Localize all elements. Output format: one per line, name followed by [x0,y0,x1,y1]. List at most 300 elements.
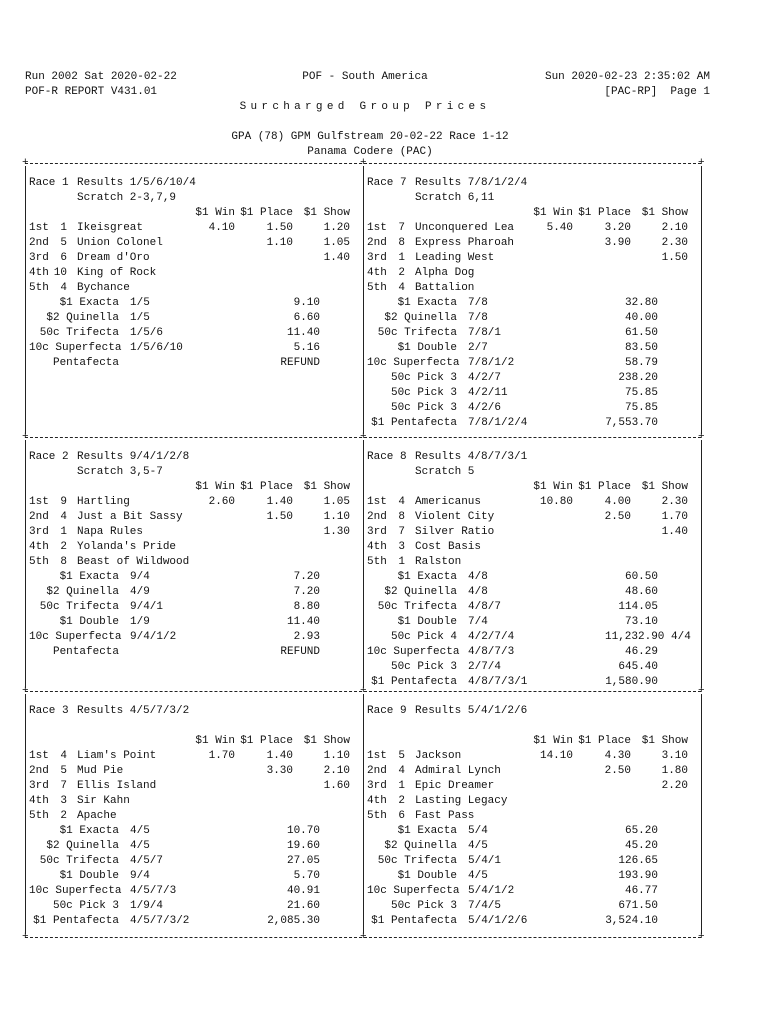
finish-position: 4th [29,541,49,553]
place-price: 1.40 [266,496,293,508]
wager-type: 50c Trifecta [377,855,457,867]
show-header: $1 Show [641,735,688,747]
wager-combination: 7/8/1/2 [468,357,515,369]
wager-payout: 2,085.30 [267,915,320,927]
wager-combination: 4/9 [130,586,150,598]
wager-type: $1 Pentafecta [33,915,119,927]
horse-name: Ellis Island [77,780,157,792]
wager-payout: 8.80 [293,601,320,613]
horse-name: Mud Pie [77,765,124,777]
place-header: $1 Place [240,735,293,747]
show-price: 1.05 [323,237,350,249]
program-number: 5 [60,237,67,249]
program-number: 4 [398,765,405,777]
place-header: $1 Place [578,207,631,219]
race-scratches: Scratch 2-3,7,9 [77,192,177,204]
win-price: 10.80 [539,496,573,508]
horse-name: Epic Dreamer [415,780,495,792]
place-price: 4.30 [604,750,631,762]
wager-payout: 21.60 [286,900,320,912]
wager-combination: 1/5 [130,297,150,309]
wager-combination: 4/8/7/3 [468,646,515,658]
wager-combination: 9/4/1 [130,601,164,613]
finish-position: 1st [367,222,387,234]
wager-payout: 11.40 [286,616,320,628]
show-price: 1.70 [661,511,688,523]
column-border [25,440,26,688]
wager-combination: 9/4 [130,571,150,583]
program-number: 4 [398,496,405,508]
wager-payout: 5.16 [293,342,320,354]
wager-combination: 7/8/1 [468,327,502,339]
program-number: 1 [398,556,405,568]
column-border [25,694,26,934]
wager-payout: 48.60 [624,586,658,598]
finish-position: 5th [29,810,49,822]
wager-type: 10c Superfecta [29,342,122,354]
show-price: 1.50 [661,252,688,264]
race-results: Results 7/8/1/2/4 [415,177,528,189]
finish-position: 4th [367,267,387,279]
finish-position: 5th [29,282,49,294]
corner-mark: + [698,685,705,697]
finish-position: 1st [29,222,49,234]
corner-mark: + [22,685,29,697]
wager-combination: 1/5 [130,312,150,324]
horse-name: Union Colonel [77,237,163,249]
column-border [363,694,364,934]
run-info: Run 2002 Sat 2020-02-22 [25,71,177,83]
wager-payout: 114.05 [618,601,658,613]
program-number: 4 [60,750,67,762]
wager-type: 50c Trifecta [377,601,457,613]
finish-position: 1st [367,750,387,762]
horse-name: Ikeisgreat [77,222,144,234]
program-number: 7 [398,222,405,234]
wager-type: 10c Superfecta [367,885,460,897]
wager-combination: 4/2/7/4 [468,631,515,643]
wager-type: $1 Pentafecta [371,417,457,429]
wager-combination: 4/2/11 [468,387,508,399]
column-border [363,440,364,688]
win-header: $1 Win [533,481,573,493]
wager-type: $2 Quinella [46,586,119,598]
wager-type: 10c Superfecta [367,357,460,369]
corner-mark: + [360,431,367,443]
column-border [701,166,702,434]
show-price: 1.20 [323,222,350,234]
show-price: 1.10 [323,511,350,523]
program-number: 4 [398,282,405,294]
show-price: 1.40 [661,526,688,538]
win-price: 1.70 [208,750,235,762]
finish-position: 2nd [29,237,49,249]
wager-type: 50c Pick 3 [390,661,457,673]
horse-name: Battalion [415,282,475,294]
wager-payout: 27.05 [286,855,320,867]
wager-combination: 1/5/6/10 [130,342,183,354]
finish-position: 3rd [367,780,387,792]
wager-type: Pentafecta [52,646,119,658]
wager-payout: 58.79 [624,357,658,369]
wager-type: 50c Trifecta [39,855,119,867]
show-price: 3.10 [661,750,688,762]
wager-combination: 4/8 [468,586,488,598]
horse-name: Bychance [77,282,130,294]
program-number: 5 [60,765,67,777]
show-price: 2.30 [661,496,688,508]
wager-type: $1 Double [59,616,119,628]
report-version: POF-R REPORT V431.01 [25,86,158,98]
program-number: 7 [398,526,405,538]
horse-name: Jackson [415,750,462,762]
wager-type: $1 Exacta [397,297,457,309]
wager-combination: 7/8/1/2/4 [468,417,528,429]
wager-type: 50c Trifecta [39,601,119,613]
wager-combination: 4/5 [130,840,150,852]
finish-position: 5th [367,810,387,822]
wager-combination: 4/5 [468,870,488,882]
horse-name: Lasting Legacy [415,795,508,807]
horse-name: Apache [77,810,117,822]
place-header: $1 Place [240,207,293,219]
win-header: $1 Win [533,735,573,747]
horse-name: Express Pharoah [415,237,515,249]
horse-name: Unconquered Lea [415,222,515,234]
wager-payout: 5.70 [293,870,320,882]
region-title: POF - South America [302,71,428,83]
wager-combination: 1/5/6 [130,327,164,339]
race-results: Results 1/5/6/10/4 [77,177,196,189]
wager-combination: 4/5 [468,840,488,852]
finish-position: 4th [367,795,387,807]
wager-type: 50c Pick 4 [390,631,457,643]
place-header: $1 Place [578,481,631,493]
wager-type: 50c Pick 3 [390,387,457,399]
wager-combination: 4/5 [130,825,150,837]
place-price: 1.40 [266,750,293,762]
finish-position: 2nd [29,511,49,523]
horse-name: Sir Kahn [77,795,130,807]
program-number: 4 [60,511,67,523]
program-number: 6 [398,810,405,822]
wager-combination: 4/5/7/3 [130,885,177,897]
wager-type: $1 Double [397,342,457,354]
show-header: $1 Show [303,207,350,219]
wager-payout: 19.60 [286,840,320,852]
corner-mark: + [360,157,367,169]
place-price: 3.90 [604,237,631,249]
wager-payout: 46.77 [624,885,658,897]
race-results: Results 9/4/1/2/8 [77,451,190,463]
finish-position: 5th [367,282,387,294]
horse-name: Dream d'Oro [77,252,150,264]
show-price: 2.10 [661,222,688,234]
win-price: 2.60 [208,496,235,508]
wager-type: $2 Quinella [46,840,119,852]
wager-combination: 7/8 [468,312,488,324]
horse-name: Just a Bit Sassy [77,511,183,523]
report-subtitle: GPA (78) GPM Gulfstream 20-02-22 Race 1-12 [231,131,509,143]
show-header: $1 Show [303,481,350,493]
corner-mark: + [22,931,29,943]
column-border [701,694,702,934]
corner-mark: + [360,685,367,697]
program-number: 8 [398,237,405,249]
show-header: $1 Show [641,481,688,493]
corner-mark: + [698,931,705,943]
wager-type: 50c Pick 3 [52,900,119,912]
page-number: [PAC-RP] Page 1 [604,86,710,98]
wager-payout: 3,524.10 [605,915,658,927]
wager-combination: 4/5/7/3/2 [130,915,190,927]
wager-payout: 65.20 [624,825,658,837]
place-price: 1.10 [266,237,293,249]
program-number: 2 [60,810,67,822]
wager-combination: 9/4/1/2 [130,631,177,643]
wager-payout: 6.60 [293,312,320,324]
place-header: $1 Place [578,735,631,747]
race-title: Race 3 [29,705,69,717]
show-price: 1.40 [323,252,350,264]
wager-combination: 7/4/5 [468,900,502,912]
show-header: $1 Show [641,207,688,219]
program-number: 1 [60,526,67,538]
finish-position: 2nd [367,765,387,777]
show-price: 1.80 [661,765,688,777]
finish-position: 3rd [29,780,49,792]
wager-type: $2 Quinella [384,312,457,324]
finish-position: 4th [29,795,49,807]
win-header: $1 Win [533,207,573,219]
wager-combination: 1/9/4 [130,900,164,912]
wager-payout: 238.20 [618,372,658,384]
track-name: Panama Codere (PAC) [307,146,433,158]
wager-type: $1 Double [397,870,457,882]
finish-position: 2nd [29,765,49,777]
wager-type: Pentafecta [52,357,119,369]
wager-combination: 7/8 [468,297,488,309]
wager-payout: 7.20 [293,586,320,598]
horse-name: Liam's Point [77,750,157,762]
wager-combination: 5/4/1/2/6 [468,915,528,927]
place-price: 2.50 [604,765,631,777]
wager-type: 50c Pick 3 [390,372,457,384]
wager-combination: 4/2/7 [468,372,502,384]
corner-mark: + [698,431,705,443]
wager-type: $1 Pentafecta [371,915,457,927]
wager-type: $1 Double [59,870,119,882]
show-price: 1.10 [323,750,350,762]
horse-name: Americanus [415,496,482,508]
wager-payout: 193.90 [618,870,658,882]
wager-combination: 4/8/7 [468,601,502,613]
wager-payout: 32.80 [624,297,658,309]
corner-mark: + [22,157,29,169]
corner-mark: + [698,157,705,169]
finish-position: 3rd [29,252,49,264]
program-number: 7 [60,780,67,792]
show-price: 2.20 [661,780,688,792]
race-results: Results 4/5/7/3/2 [77,705,190,717]
report-title: Surcharged Group Prices [239,101,491,113]
wager-payout: 671.50 [618,900,658,912]
finish-position: 2nd [367,237,387,249]
finish-position: 1st [367,496,387,508]
race-results: Results 5/4/1/2/6 [415,705,528,717]
win-price: 5.40 [546,222,573,234]
program-number: 2 [398,267,405,279]
finish-position: 1st [29,496,49,508]
wager-payout: 75.85 [624,402,658,414]
wager-type: $2 Quinella [384,586,457,598]
horse-name: Alpha Dog [415,267,475,279]
timestamp: Sun 2020-02-23 2:35:02 AM [544,71,710,83]
horse-name: Fast Pass [415,810,475,822]
race-title: Race 8 [367,451,407,463]
wager-type: $1 Exacta [59,825,119,837]
wager-payout: 73.10 [624,616,658,628]
wager-payout: 11,232.90 4/4 [605,631,691,643]
program-number: 1 [60,222,67,234]
finish-position: 5th [367,556,387,568]
finish-position: 5th [29,556,49,568]
place-header: $1 Place [240,481,293,493]
wager-payout: REFUND [280,357,320,369]
place-price: 3.20 [604,222,631,234]
race-title: Race 9 [367,705,407,717]
finish-position: 4th [367,541,387,553]
column-border [25,166,26,434]
show-price: 1.30 [323,526,350,538]
program-number: 5 [398,750,405,762]
wager-type: $1 Pentafecta [371,676,457,688]
place-price: 1.50 [266,222,293,234]
horse-name: Yolanda's Pride [77,541,177,553]
program-number: 10 [53,267,67,279]
program-number: 8 [60,556,67,568]
show-price: 1.05 [323,496,350,508]
program-number: 6 [60,252,67,264]
wager-type: $2 Quinella [46,312,119,324]
wager-payout: 11.40 [286,327,320,339]
horse-name: Napa Rules [77,526,144,538]
column-border [363,166,364,434]
place-price: 1.50 [266,511,293,523]
horse-name: King of Rock [77,267,157,279]
win-header: $1 Win [195,735,235,747]
wager-combination: 2/7/4 [468,661,502,673]
show-header: $1 Show [303,735,350,747]
wager-type: 50c Pick 3 [390,402,457,414]
wager-combination: 2/7 [468,342,488,354]
wager-combination: 5/4 [468,825,488,837]
wager-payout: 45.20 [624,840,658,852]
wager-payout: 75.85 [624,387,658,399]
horse-name: Beast of Wildwood [77,556,190,568]
show-price: 2.30 [661,237,688,249]
show-price: 1.60 [323,780,350,792]
wager-payout: REFUND [280,646,320,658]
wager-payout: 61.50 [624,327,658,339]
wager-type: $1 Exacta [59,297,119,309]
finish-position: 3rd [29,526,49,538]
race-title: Race 1 [29,177,69,189]
race-scratches: Scratch 5 [415,466,475,478]
program-number: 4 [60,282,67,294]
wager-type: 50c Pick 3 [390,900,457,912]
corner-mark: + [22,431,29,443]
wager-type: $2 Quinella [384,840,457,852]
wager-combination: 4/5/7 [130,855,164,867]
wager-payout: 2.93 [293,631,320,643]
wager-payout: 60.50 [624,571,658,583]
wager-combination: 5/4/1/2 [468,885,515,897]
horse-name: Admiral Lynch [415,765,501,777]
horse-name: Hartling [77,496,130,508]
horse-name: Cost Basis [415,541,482,553]
program-number: 3 [398,541,405,553]
program-number: 1 [398,780,405,792]
finish-position: 2nd [367,511,387,523]
program-number: 1 [398,252,405,264]
win-price: 4.10 [208,222,235,234]
program-number: 9 [60,496,67,508]
win-header: $1 Win [195,481,235,493]
horse-name: Silver Ratio [415,526,495,538]
wager-combination: 9/4 [130,870,150,882]
corner-mark: + [360,931,367,943]
finish-position: 1st [29,750,49,762]
wager-type: 10c Superfecta [367,646,460,658]
horse-name: Ralston [415,556,462,568]
wager-payout: 1,580.90 [605,676,658,688]
wager-type: $1 Exacta [59,571,119,583]
horse-name: Violent City [415,511,495,523]
wager-type: $1 Exacta [397,825,457,837]
finish-position: 3rd [367,526,387,538]
place-price: 2.50 [604,511,631,523]
horse-name: Leading West [415,252,495,264]
wager-payout: 9.10 [293,297,320,309]
wager-payout: 7.20 [293,571,320,583]
show-price: 2.10 [323,765,350,777]
program-number: 3 [60,795,67,807]
wager-type: $1 Exacta [397,571,457,583]
place-price: 4.00 [604,496,631,508]
race-scratches: Scratch 6,11 [415,192,495,204]
wager-combination: 4/8 [468,571,488,583]
wager-type: 50c Trifecta [39,327,119,339]
win-header: $1 Win [195,207,235,219]
wager-combination: 5/4/1 [468,855,502,867]
program-number: 2 [60,541,67,553]
wager-combination: 4/2/6 [468,402,502,414]
wager-payout: 7,553.70 [605,417,658,429]
program-number: 2 [398,795,405,807]
race-results: Results 4/8/7/3/1 [415,451,528,463]
wager-type: $1 Double [397,616,457,628]
wager-payout: 46.29 [624,646,658,658]
race-title: Race 7 [367,177,407,189]
finish-position: 4th [29,267,49,279]
place-price: 3.30 [266,765,293,777]
wager-type: 10c Superfecta [29,631,122,643]
wager-payout: 10.70 [286,825,320,837]
race-scratches: Scratch 3,5-7 [77,466,163,478]
wager-combination: 1/9 [130,616,150,628]
program-number: 8 [398,511,405,523]
